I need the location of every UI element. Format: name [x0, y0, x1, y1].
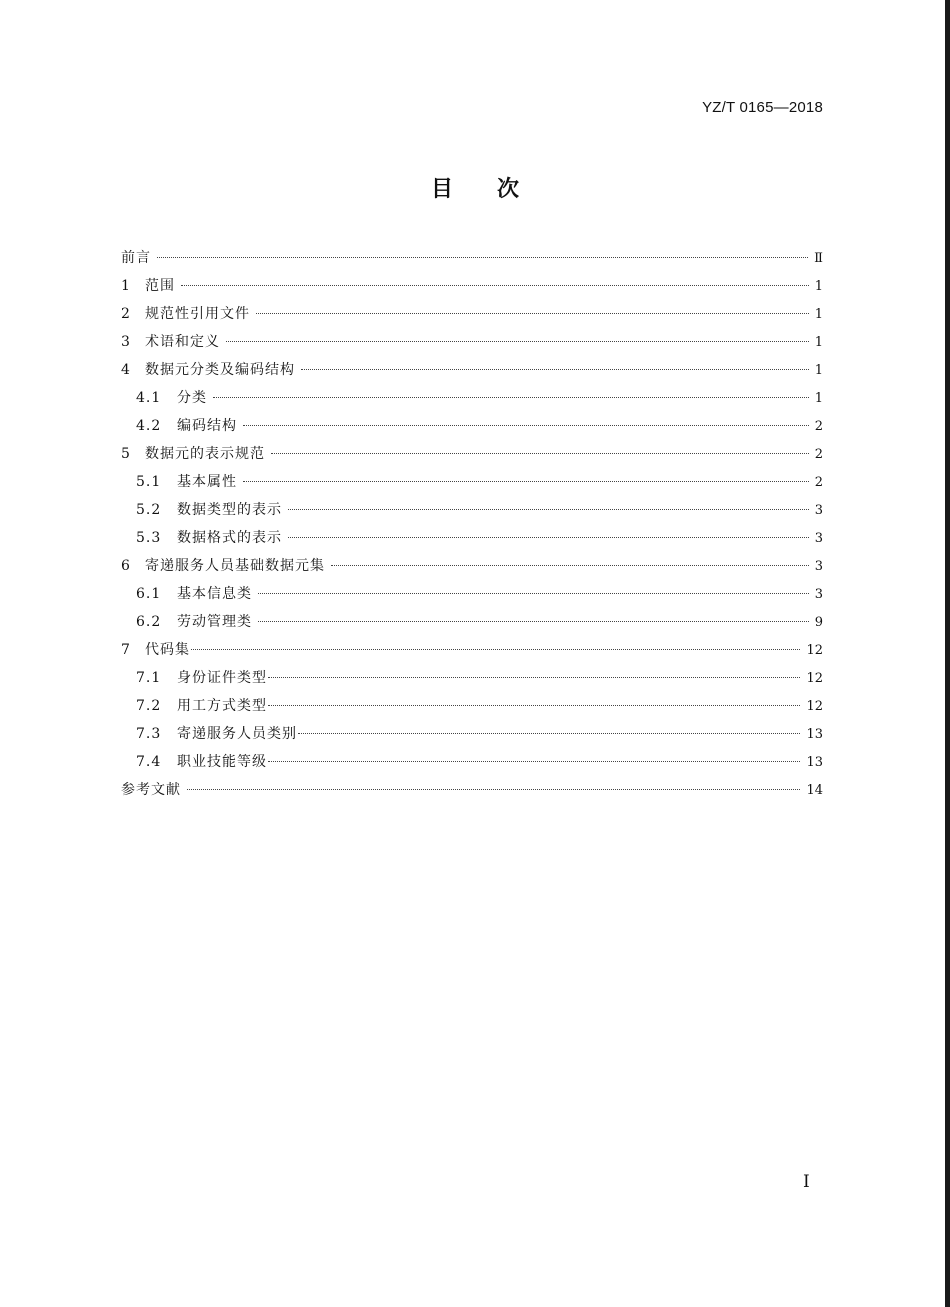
toc-entry-number: 5.1 — [136, 474, 162, 490]
toc-entry[interactable] — [121, 636, 823, 664]
toc-entry-number: 7.4 — [136, 754, 162, 770]
toc-entry[interactable] — [121, 496, 823, 524]
toc-entry-label: 基本信息类 — [177, 586, 252, 602]
toc-entry[interactable] — [121, 776, 823, 804]
page-title: 目次 — [430, 177, 563, 202]
toc-entry-label: 职业技能等级 — [177, 754, 267, 770]
toc-entry-page: 1 — [814, 335, 823, 350]
toc-dot-leader — [271, 453, 809, 454]
toc-entry-page: 12 — [806, 643, 823, 658]
toc-entry-page: 9 — [814, 615, 823, 630]
toc-entry-page: 3 — [814, 503, 823, 518]
toc-entry-number: 6 — [121, 558, 131, 574]
toc-dot-leader — [268, 761, 800, 762]
toc-entry-label: 规范性引用文件 — [145, 306, 250, 322]
toc-entry-page: 1 — [814, 391, 823, 406]
toc-entry-number: 2 — [121, 306, 131, 322]
toc-entry[interactable] — [121, 748, 823, 776]
toc-dot-leader — [298, 733, 800, 734]
toc-entry[interactable] — [121, 468, 823, 496]
toc-entry-number: 5.2 — [136, 502, 162, 518]
toc-entry-page: 1 — [814, 363, 823, 378]
toc-entry-label: 分类 — [177, 390, 207, 406]
toc-entry-number: 5 — [121, 446, 131, 462]
toc-dot-leader — [191, 649, 800, 650]
toc-entry-label: 用工方式类型 — [177, 698, 267, 714]
toc-entry[interactable] — [121, 608, 823, 636]
toc-entry-number: 4 — [121, 362, 131, 378]
toc-entry-page: 3 — [814, 587, 823, 602]
toc-entry-label: 数据类型的表示 — [177, 502, 282, 518]
toc-entry[interactable] — [121, 580, 823, 608]
toc-entry-page: 3 — [814, 559, 823, 574]
toc-entry-label: 基本属性 — [177, 474, 237, 490]
toc-dot-leader — [258, 621, 809, 622]
toc-entry-number: 1 — [121, 278, 131, 294]
toc-entry[interactable] — [121, 664, 823, 692]
toc-entry-page: 14 — [806, 783, 823, 798]
toc-entry-page: 13 — [806, 727, 823, 742]
toc-entry-number: 4.2 — [136, 418, 162, 434]
toc-entry-number: 3 — [121, 334, 131, 350]
toc-entry-label: 范围 — [145, 278, 175, 294]
toc-entry-number: 6.2 — [136, 614, 162, 630]
toc-entry-number: 7.1 — [136, 670, 162, 686]
toc-entry-number: 7.3 — [136, 726, 162, 742]
toc-entry-label: 编码结构 — [177, 418, 237, 434]
page-number: I — [803, 1172, 810, 1192]
toc-entry-page: 12 — [806, 671, 823, 686]
toc-entry[interactable] — [121, 356, 823, 384]
toc-entry[interactable] — [121, 524, 823, 552]
toc-dot-leader — [243, 425, 809, 426]
toc-dot-leader — [187, 789, 800, 790]
toc-entry[interactable] — [121, 412, 823, 440]
toc-entry-page: 2 — [814, 475, 823, 490]
toc-dot-leader — [226, 341, 809, 342]
toc-dot-leader — [256, 313, 809, 314]
toc-entry-page: 2 — [814, 447, 823, 462]
toc-dot-leader — [288, 509, 809, 510]
toc-entry-page: 2 — [814, 419, 823, 434]
toc-entry-page: 1 — [814, 307, 823, 322]
table-of-contents — [121, 244, 823, 804]
toc-dot-leader — [213, 397, 809, 398]
toc-entry[interactable] — [121, 328, 823, 356]
toc-entry-page: 12 — [806, 699, 823, 714]
toc-dot-leader — [181, 285, 809, 286]
toc-entry[interactable] — [121, 552, 823, 580]
toc-dot-leader — [331, 565, 809, 566]
toc-entry-label: 劳动管理类 — [177, 614, 252, 630]
toc-entry-label: 数据元分类及编码结构 — [145, 362, 295, 378]
standard-code: YZ/T 0165—2018 — [702, 99, 823, 116]
toc-entry-number: 7 — [121, 642, 131, 658]
toc-dot-leader — [258, 593, 809, 594]
toc-entry-label: 寄递服务人员类别 — [177, 726, 297, 742]
toc-entry[interactable] — [121, 244, 823, 272]
toc-dot-leader — [268, 705, 800, 706]
toc-dot-leader — [243, 481, 809, 482]
toc-entry-label: 寄递服务人员基础数据元集 — [145, 558, 325, 574]
toc-entry[interactable] — [121, 384, 823, 412]
toc-dot-leader — [301, 369, 809, 370]
toc-dot-leader — [288, 537, 809, 538]
toc-dot-leader — [157, 257, 808, 258]
toc-entry[interactable] — [121, 272, 823, 300]
toc-dot-leader — [268, 677, 800, 678]
toc-entry-page: 1 — [814, 279, 823, 294]
toc-entry[interactable] — [121, 692, 823, 720]
toc-entry-number: 7.2 — [136, 698, 162, 714]
toc-entry[interactable] — [121, 720, 823, 748]
toc-entry-label: 前言 — [121, 250, 151, 266]
toc-entry-label: 数据格式的表示 — [177, 530, 282, 546]
toc-entry-label: 术语和定义 — [145, 334, 220, 350]
toc-entry[interactable] — [121, 440, 823, 468]
toc-entry-label: 数据元的表示规范 — [145, 446, 265, 462]
toc-entry-page: 3 — [814, 531, 823, 546]
toc-entry-label: 身份证件类型 — [177, 670, 267, 686]
toc-entry-label: 参考文献 — [121, 782, 181, 798]
toc-entry-page: Ⅱ — [814, 251, 823, 266]
toc-entry-number: 4.1 — [136, 390, 162, 406]
toc-entry[interactable] — [121, 300, 823, 328]
toc-entry-number: 6.1 — [136, 586, 162, 602]
toc-entry-label: 代码集 — [145, 642, 190, 658]
toc-entry-number: 5.3 — [136, 530, 162, 546]
toc-entry-page: 13 — [806, 755, 823, 770]
